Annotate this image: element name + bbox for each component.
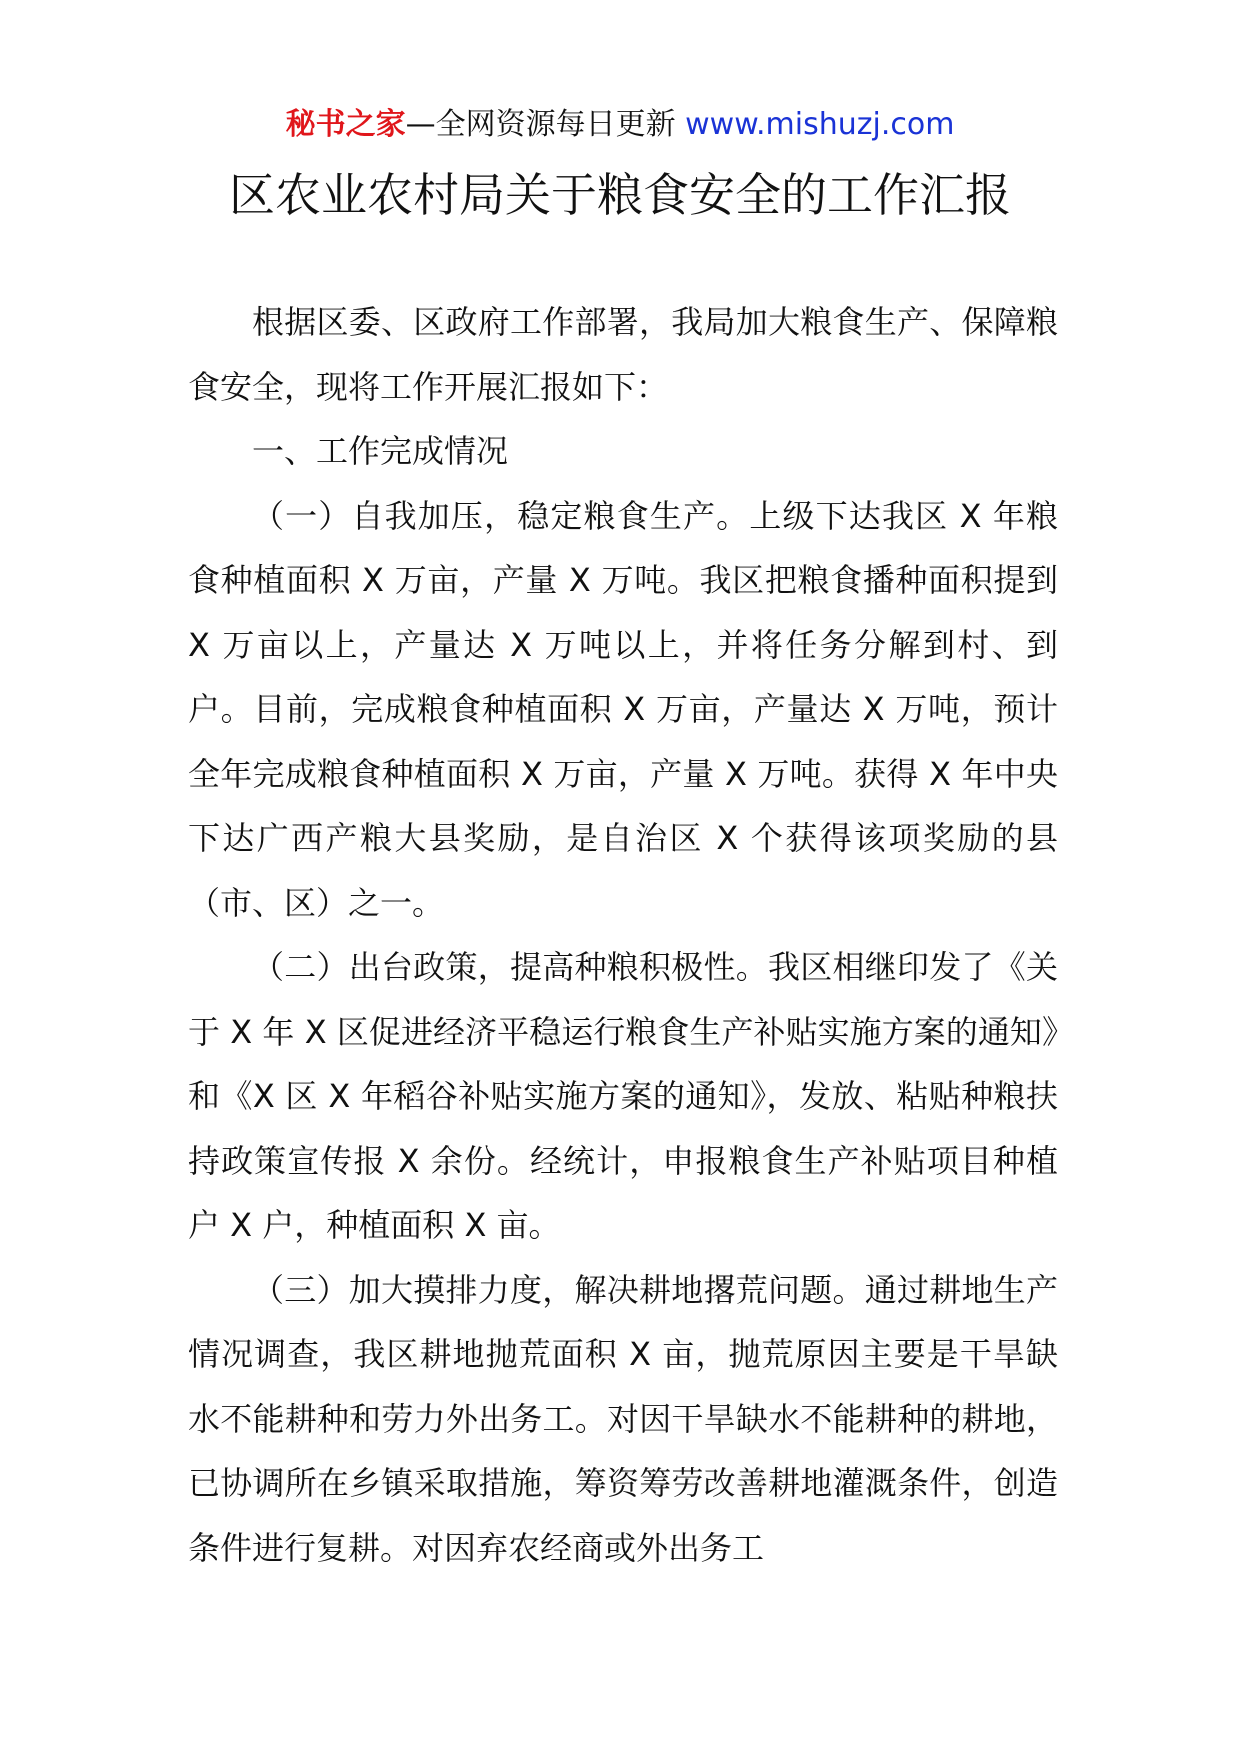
paragraph-item-1: （一）自我加压，稳定粮食生产。上级下达我区 X 年粮食种植面积 X 万亩，产量 X 万吨。我区把粮食播种面积提到 X 万亩以上，产量达 X 万吨以上，并将任务分解到村、到户。目前，完成粮食种植面积 X 万亩，产量达 X 万吨，预计全年完成粮食种植面积 X 万亩，产量 X 万吨。获得 X 年中央下达广西产粮大县奖励，是自治区 X 个获得该项奖励的县（市、区）之一。 <box>188 496 1058 922</box>
section-heading: 一、工作完成情况 <box>252 432 509 470</box>
paragraph-item-2: （二）出台政策，提高种粮积极性。我区相继印发了《关于 X 年 X 区促进经济平稳运行粮食生产补贴实施方案的通知》和《X 区 X 年稻谷补贴实施方案的通知》，发放、粘贴种粮扶持政策宣传报 X 余份。经统计，申报粮食生产补贴项目种植户 X 户，种植面积 X 亩。 <box>188 948 1058 1244</box>
document-body <box>188 290 1058 1580</box>
site-url-link[interactable]: www.mishuzj.com <box>685 107 955 142</box>
paragraph-item-3: （三）加大摸排力度，解决耕地撂荒问题。通过耕地生产情况调查，我区耕地抛荒面积 X 亩，抛荒原因主要是干旱缺水不能耕种和劳力外出务工。对因干旱缺水不能耕种的耕地，已协调所在乡镇采取措施，筹资筹劳改善耕地灌溉条件，创造条件进行复耕。对因弃农经商或外出务工 <box>188 1270 1058 1567</box>
site-header <box>0 100 1240 150</box>
site-brand: 秘书之家 <box>285 107 406 142</box>
intro-paragraph: 根据区委、区政府工作部署，我局加大粮食生产、保障粮食安全，现将工作开展汇报如下： <box>188 303 1058 406</box>
document-title: 区农业农村局关于粮食安全的工作汇报 <box>229 168 1011 222</box>
site-slogan: —全网资源每日更新 <box>405 107 676 142</box>
